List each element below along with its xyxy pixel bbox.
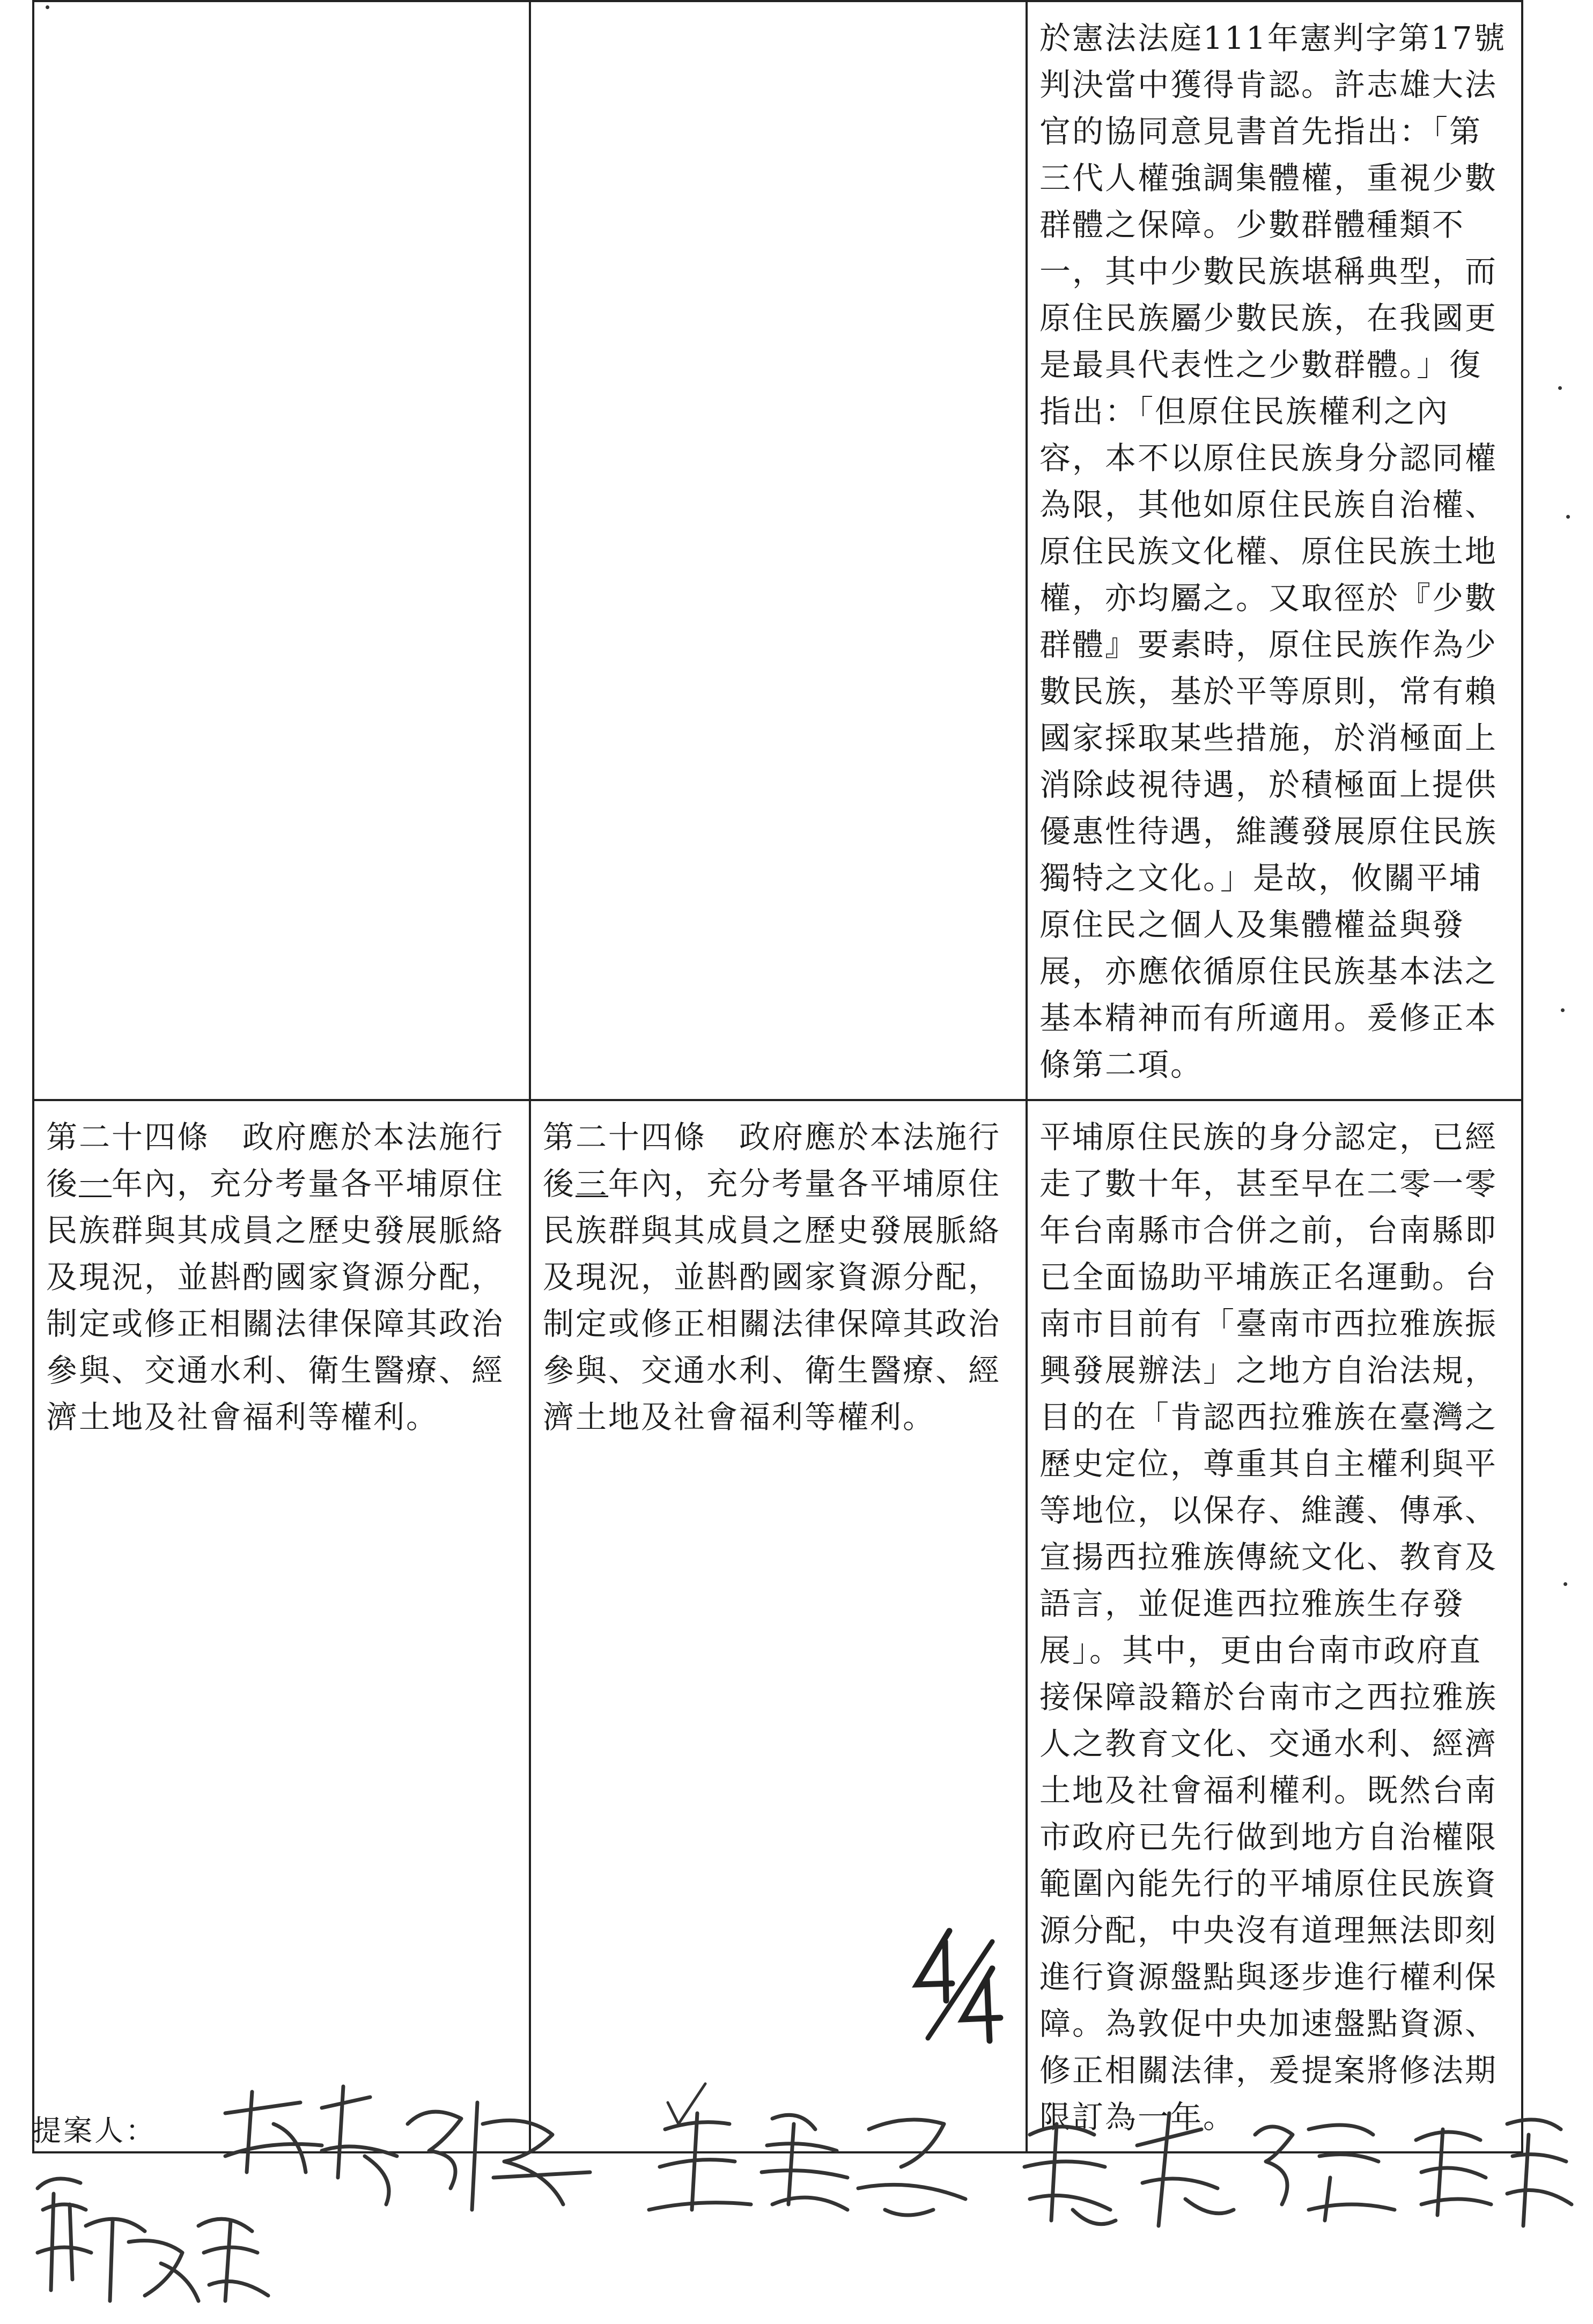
scan-speck xyxy=(46,5,49,9)
handwritten-signatures xyxy=(21,2049,1577,2317)
amendment-table xyxy=(32,0,1523,2153)
table-row xyxy=(33,1100,1522,2152)
article-text: 第二十四條 政府應於本法施行後 xyxy=(46,1119,505,1202)
explanation-cell: 於憲法法庭111年憲判字第17號判決當中獲得肯認。許志雄大法官的協同意見書首先指出：「第三代人權強調集體權，重視少數群體之保障。少數群體種類不一，其中少數民族堪稱典型，而原住民族屬少數民族，在我國更是最具代表性之少數群體。」復指出：「但原住民族權利之內容，本不以原住民族身分認同權為限，其他如原住民族自治權、原住民族文化權、原住民族土地權，亦均屬之。又取徑於『少數群體』要素時，原住民族作為少數民族，基於平等原則，常有賴國家採取某些措施，於消極面上消除歧視待遇，於積極面上提供優惠性待遇，維護發展原住民族獨特之文化。」是故，攸關平埔原住民之個人及集體權益與發展，亦應依循原住民族基本法之基本精神而有所適用。爰修正本條第二項。 xyxy=(1027,1,1522,1100)
amended-text-cell xyxy=(33,1100,530,2152)
handwritten-page-number xyxy=(912,1920,1008,2049)
table-row xyxy=(33,1,1522,1100)
proposer-label: 提案人： xyxy=(32,2114,157,2148)
article-text: 第二十四條 政府應於本法施行後 xyxy=(543,1119,1001,1202)
amended-term: 一 xyxy=(79,1165,112,1202)
explanation-cell: 平埔原住民族的身分認定，已經走了數十年，甚至早在二零一零年台南縣市合併之前，台南縣即已全面協助平埔族正名運動。台南市目前有「臺南市西拉雅族振興發展辦法」之地方自治法規，目的在「肯認西拉雅族在臺灣之歷史定位，尊重其自主權利與平等地位，以保存、維護、傳承、宣揚西拉雅族傳統文化、教育及語言，並促進西拉雅族生存發展」。其中，更由台南市政府直接保障設籍於台南市之西拉雅族人之教育文化、交通水利、經濟土地及社會福利權利。既然台南市政府已先行做到地方自治權限範圍內能先行的平埔原住民族資源分配，中央沒有道理無法即刻進行資源盤點與逐步進行權利保障。為敦促中央加速盤點資源、修正相關法律，爰提案將修法期限訂為一年。 xyxy=(1027,1100,1522,2152)
current-term: 三 xyxy=(576,1165,609,1202)
article-text: 年內，充分考量各平埔原住民族群與其成員之歷史發展脈絡及現況，並斟酌國家資源分配，制定或修正相關法律保障其政治參與、交通水利、衛生醫療、經濟土地及社會福利等權利。 xyxy=(46,1165,505,1435)
scan-speck xyxy=(1558,386,1562,390)
current-text-cell xyxy=(530,1,1027,1100)
scan-speck xyxy=(1561,1008,1565,1012)
amended-text-cell xyxy=(33,1,530,1100)
article-text: 年內，充分考量各平埔原住民族群與其成員之歷史發展脈絡及現況，並斟酌國家資源分配，制定或修正相關法律保障其政治參與、交通水利、衛生醫療、經濟土地及社會福利等權利。 xyxy=(543,1165,1001,1435)
scan-speck xyxy=(1566,515,1570,519)
scan-speck xyxy=(1564,1582,1567,1586)
